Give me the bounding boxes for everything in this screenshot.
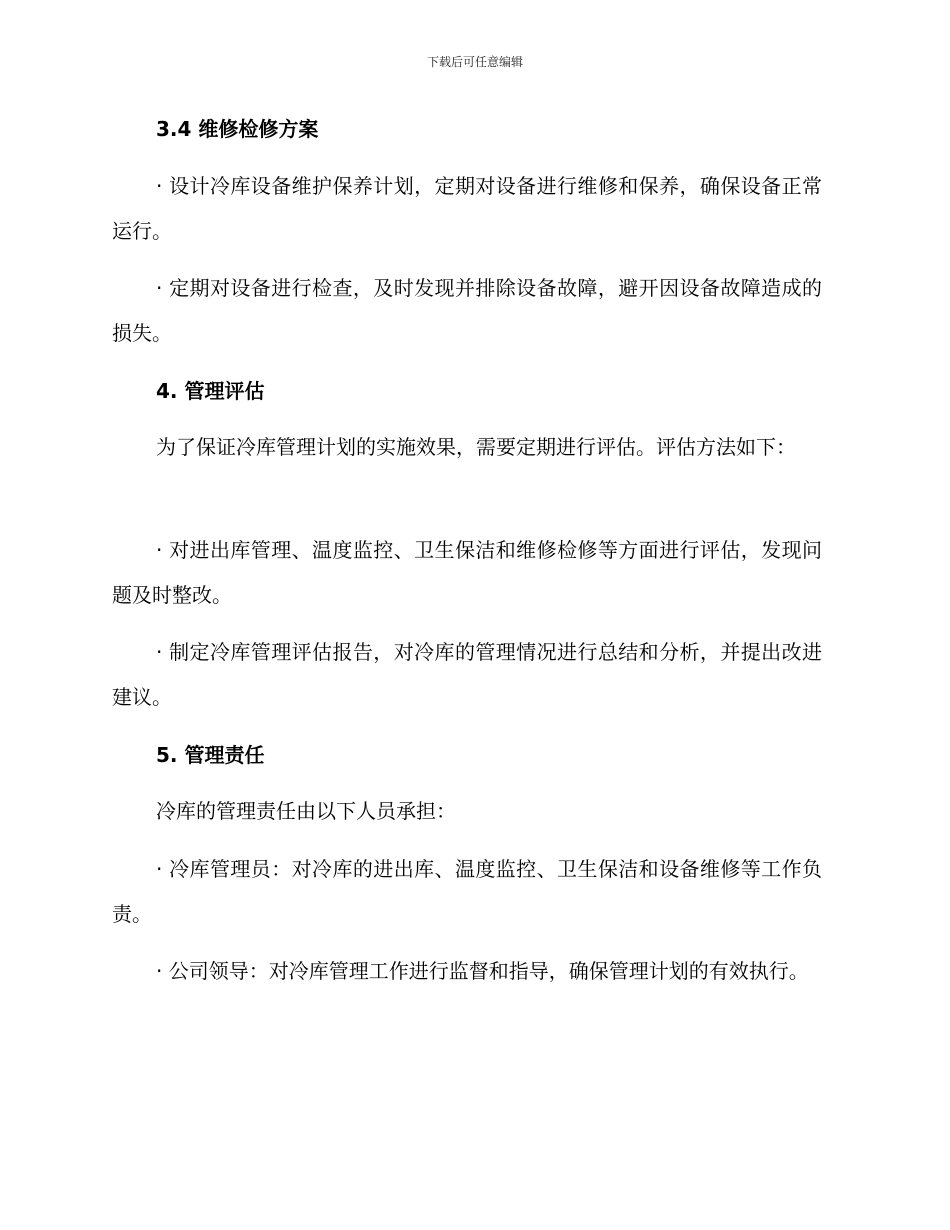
page-header: 下载后可任意编辑 [426, 55, 523, 69]
section-heading-5: 5. 管理责任 [156, 743, 265, 767]
paragraph-evaluation-report: · 制定冷库管理评估报告，对冷库的管理情况进行总结和分析，并提出改进建议。 [112, 640, 822, 709]
section-heading-4: 4. 管理评估 [156, 379, 265, 403]
paragraph-responsibility-intro: 冷库的管理责任由以下人员承担： [156, 799, 456, 823]
paragraph-company-leadership: · 公司领导：对冷库管理工作进行监督和指导，确保管理计划的有效执行。 [156, 959, 809, 983]
paragraph-evaluation-areas: · 对进出库管理、温度监控、卫生保洁和维修检修等方面进行评估，发现问题及时整改。 [112, 538, 822, 607]
section-heading-3-4: 3.4 维修检修方案 [156, 117, 319, 141]
paragraph-evaluation-intro: 为了保证冷库管理计划的实施效果，需要定期进行评估。评估方法如下： [156, 435, 796, 459]
paragraph-warehouse-manager: · 冷库管理员：对冷库的进出库、温度监控、卫生保洁和设备维修等工作负责。 [112, 857, 822, 926]
paragraph-maintenance-plan: · 设计冷库设备维护保养计划，定期对设备进行维修和保养，确保设备正常运行。 [112, 174, 822, 243]
paragraph-inspection: · 定期对设备进行检查，及时发现并排除设备故障，避开因设备故障造成的损失。 [112, 276, 822, 345]
